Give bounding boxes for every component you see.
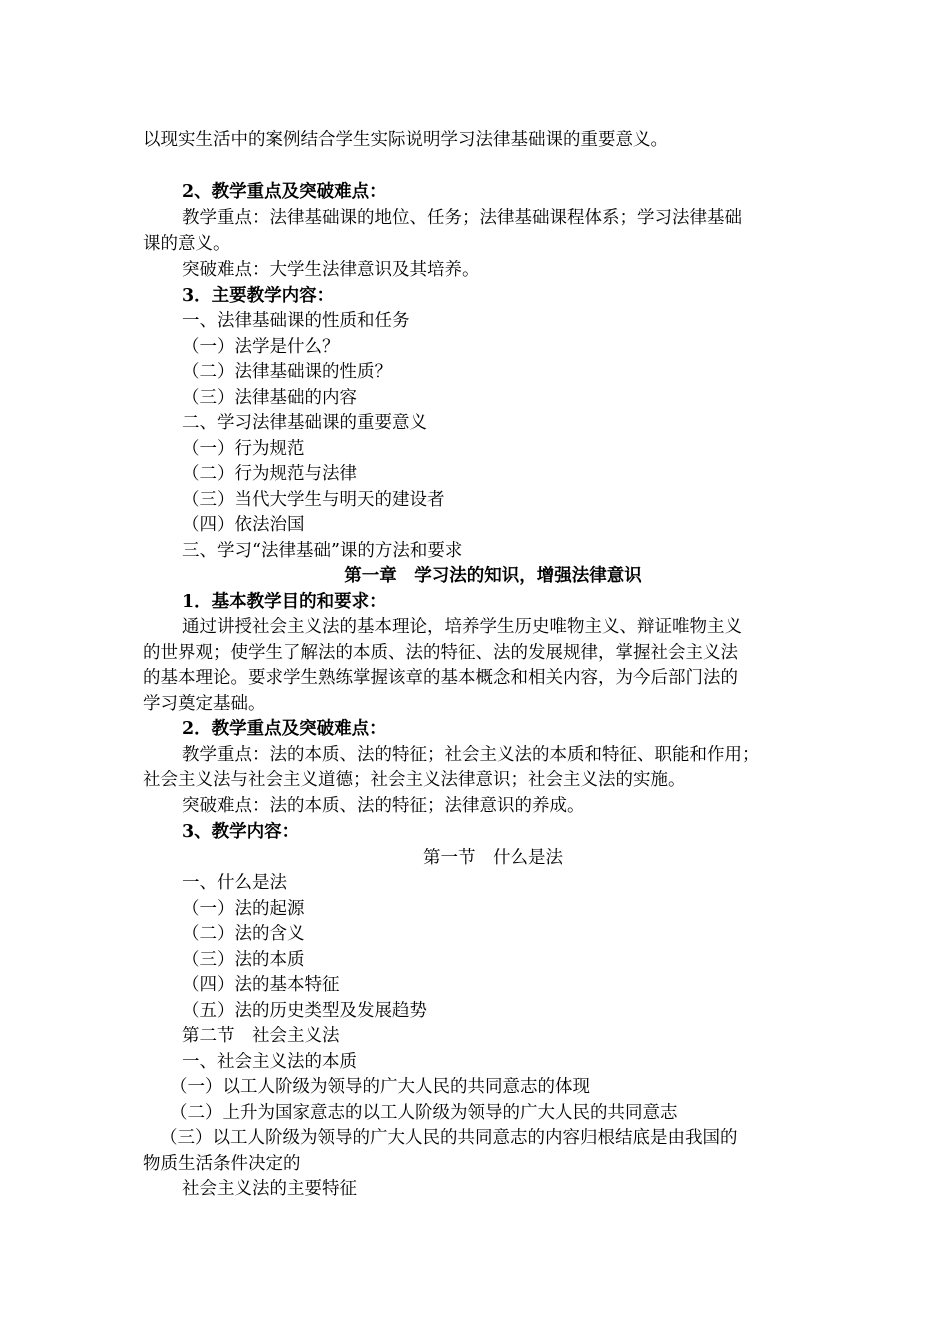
paragraph-line: 通过讲授社会主义法的基本理论，培养学生历史唯物主义、辩证唯物主义 bbox=[182, 617, 742, 637]
outline-item: （二）法的含义 bbox=[182, 924, 305, 944]
outline-item: （三）当代大学生与明天的建设者 bbox=[182, 490, 445, 510]
paragraph-line: 突破难点：大学生法律意识及其培养。 bbox=[182, 260, 480, 280]
outline-item: （二）上升为国家意志的以工人阶级为领导的广大人民的共同意志 bbox=[170, 1103, 678, 1123]
paragraph-line: 的世界观；使学生了解法的本质、法的特征、法的发展规律，掌握社会主义法 bbox=[143, 643, 738, 663]
section-heading: 1．基本教学目的和要求： bbox=[182, 592, 387, 612]
outline-item: 二、学习法律基础课的重要意义 bbox=[182, 413, 427, 433]
paragraph-line: 社会主义法与社会主义道德；社会主义法律意识；社会主义法的实施。 bbox=[143, 770, 686, 790]
outline-item: 一、什么是法 bbox=[182, 873, 287, 893]
outline-item: 一、社会主义法的本质 bbox=[182, 1052, 357, 1072]
section-heading: 3、教学内容： bbox=[182, 822, 300, 842]
intro-text: 以现实生活中的案例结合学生实际说明学习法律基础课的重要意义。 bbox=[143, 130, 668, 150]
chapter-title: 第一章 学习法的知识，增强法律意识 bbox=[344, 566, 642, 586]
outline-item: （二）行为规范与法律 bbox=[182, 464, 357, 484]
outline-item: （三）法的本质 bbox=[182, 950, 305, 970]
paragraph-line: 课的意义。 bbox=[143, 234, 231, 254]
paragraph-line: 学习奠定基础。 bbox=[143, 694, 266, 714]
section-heading: 2、教学重点及突破难点： bbox=[182, 182, 387, 202]
paragraph-line: 突破难点：法的本质、法的特征；法律意识的养成。 bbox=[182, 796, 585, 816]
outline-item: 三、学习“法律基础”课的方法和要求 bbox=[182, 541, 463, 561]
outline-item: 一、法律基础课的性质和任务 bbox=[182, 311, 410, 331]
outline-item: （三）法律基础的内容 bbox=[182, 388, 357, 408]
paragraph-line: 教学重点：法的本质、法的特征；社会主义法的本质和特征、职能和作用； bbox=[182, 745, 760, 765]
paragraph-line: 教学重点：法律基础课的地位、任务；法律基础课程体系；学习法律基础 bbox=[182, 208, 742, 228]
outline-item: 社会主义法的主要特征 bbox=[182, 1179, 357, 1199]
outline-item: （二）法律基础课的性质？ bbox=[182, 362, 392, 382]
outline-item: 物质生活条件决定的 bbox=[143, 1154, 301, 1174]
outline-item: （四）依法治国 bbox=[182, 515, 305, 535]
outline-item: （一）以工人阶级为领导的广大人民的共同意志的体现 bbox=[170, 1077, 590, 1097]
section-heading: 3．主要教学内容： bbox=[182, 286, 335, 306]
section-title: 第一节 什么是法 bbox=[423, 848, 563, 868]
outline-item: （一）法的起源 bbox=[182, 899, 305, 919]
section-title: 第二节 社会主义法 bbox=[182, 1026, 340, 1046]
outline-item: （五）法的历史类型及发展趋势 bbox=[182, 1001, 427, 1021]
outline-item: （一）法学是什么？ bbox=[182, 337, 340, 357]
paragraph-line: 的基本理论。要求学生熟练掌握该章的基本概念和相关内容，为今后部门法的 bbox=[143, 668, 738, 688]
outline-item: （一）行为规范 bbox=[182, 439, 305, 459]
section-heading: 2．教学重点及突破难点： bbox=[182, 719, 387, 739]
outline-item: （三）以工人阶级为领导的广大人民的共同意志的内容归根结底是由我国的 bbox=[160, 1128, 738, 1148]
outline-item: （四）法的基本特征 bbox=[182, 975, 340, 995]
